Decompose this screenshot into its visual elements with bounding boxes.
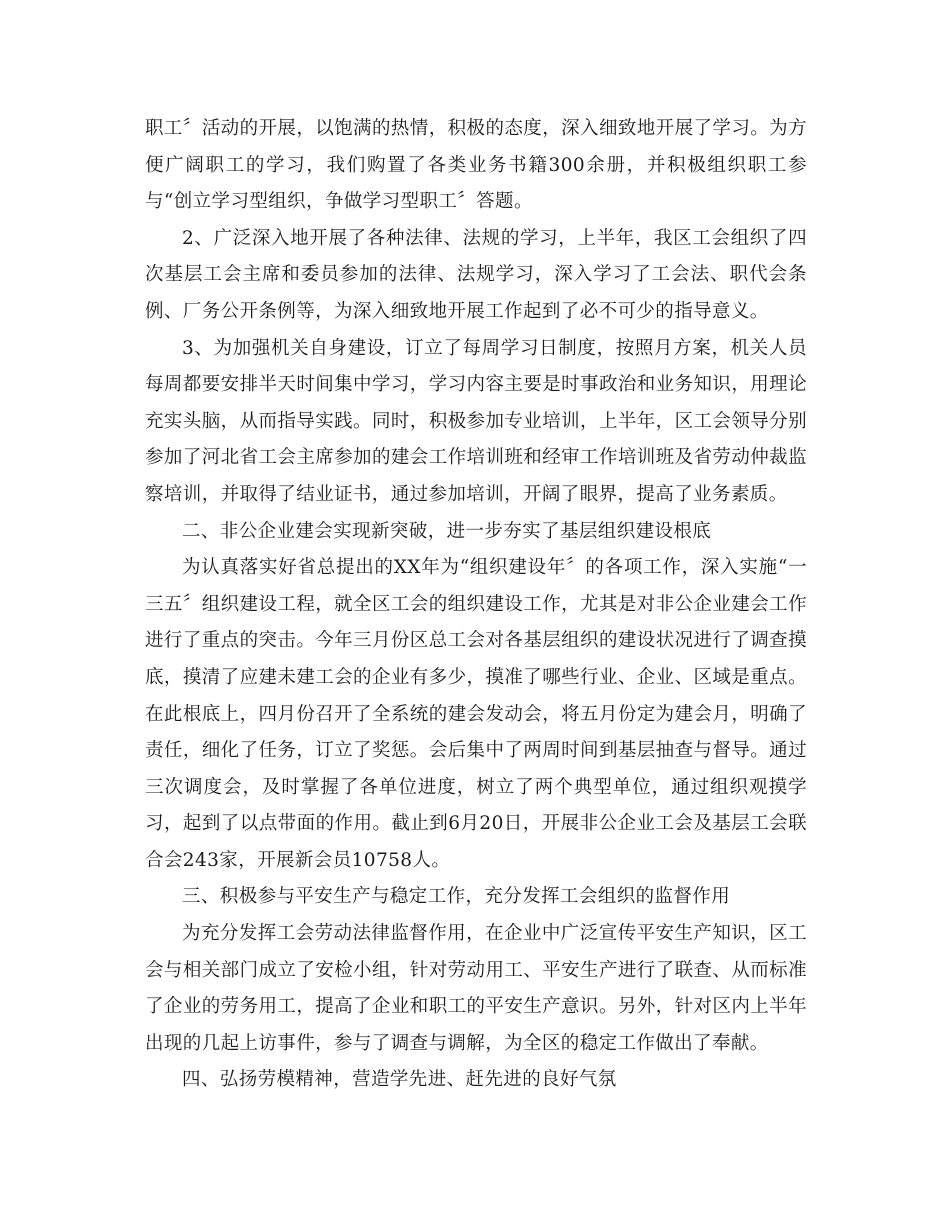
paragraph-item-2: 2、广泛深入地开展了各种法律、法规的学习，上半年，我区工会组织了四次基层工会主席和委员参加的法律、法规学习，深入学习了工会法、职代会条例、厂务公开条例等，为深入细致地开展工作起到了必不可少的指导意义。	[145, 227, 807, 322]
paragraph-section-2: 为认真落实好省总提出的XX年为“组织建设年〞的各项工作，深入实施“一三五〞组织建设工程，就全区工会的组织建设工作，尤其是对非公企业建会工作进行了重点的突击。今年三月份区总工会对各基层组织的建设状况进行了调查摸底，摸清了应建未建工会的企业有多少，摸准了哪些行业、企业、区域是重点。在此根底上，四月份召开了全系统的建会发动会，将五月份定为建会月，明确了责任，细化了任务，订立了奖惩。会后集中了两周时间到基层抽查与督导。通过三次调度会，及时掌握了各单位进度，树立了两个典型单位，通过组织观摸学习，起到了以点带面的作用。截止到6月20日，开展非公企业工会及基层工会联合会243家，开展新会员10758人。	[145, 557, 807, 871]
paragraph-item-3: 3、为加强机关自身建设，订立了每周学习日制度，按照月方案，机关人员每周都要安排半天时间集中学习，学习内容主要是时事政治和业务知识，用理论充实头脑，从而指导实践。同时，积极参加专业培训，上半年，区工会领导分别参加了河北省工会主席参加的建会工作培训班和经审工作培训班及省劳动仲裁监察培训，并取得了结业证书，通过参加培训，开阔了眼界，提高了业务素质。	[145, 337, 807, 505]
document-body	[145, 111, 807, 1099]
paragraph-continuation: 职工〞活动的开展，以饱满的热情，积极的态度，深入细致地开展了学习。为方便广阔职工的学习，我们购置了各类业务书籍300余册，并积极组织职工参与“创立学习型组织，争做学习型职工〞答题。	[145, 118, 807, 213]
section-heading-2: 二、非公企业建会实现新突破，进一步夯实了基层组织建设根底	[182, 520, 712, 542]
section-heading-3: 三、积极参与平安生产与稳定工作，充分发挥工会组织的监督作用	[182, 886, 731, 908]
paragraph-section-3: 为充分发挥工会劳动法律监督作用，在企业中广泛宣传平安生产知识，区工会与相关部门成立了安检小组，针对劳动用工、平安生产进行了联查、从而标准了企业的劳务用工，提高了企业和职工的平安生产意识。另外，针对区内上半年出现的几起上访事件，参与了调查与调解，为全区的稳定工作做出了奉献。	[145, 923, 807, 1054]
section-heading-4: 四、弘扬劳模精神，营造学先进、赶先进的良好气氛	[182, 1069, 617, 1091]
